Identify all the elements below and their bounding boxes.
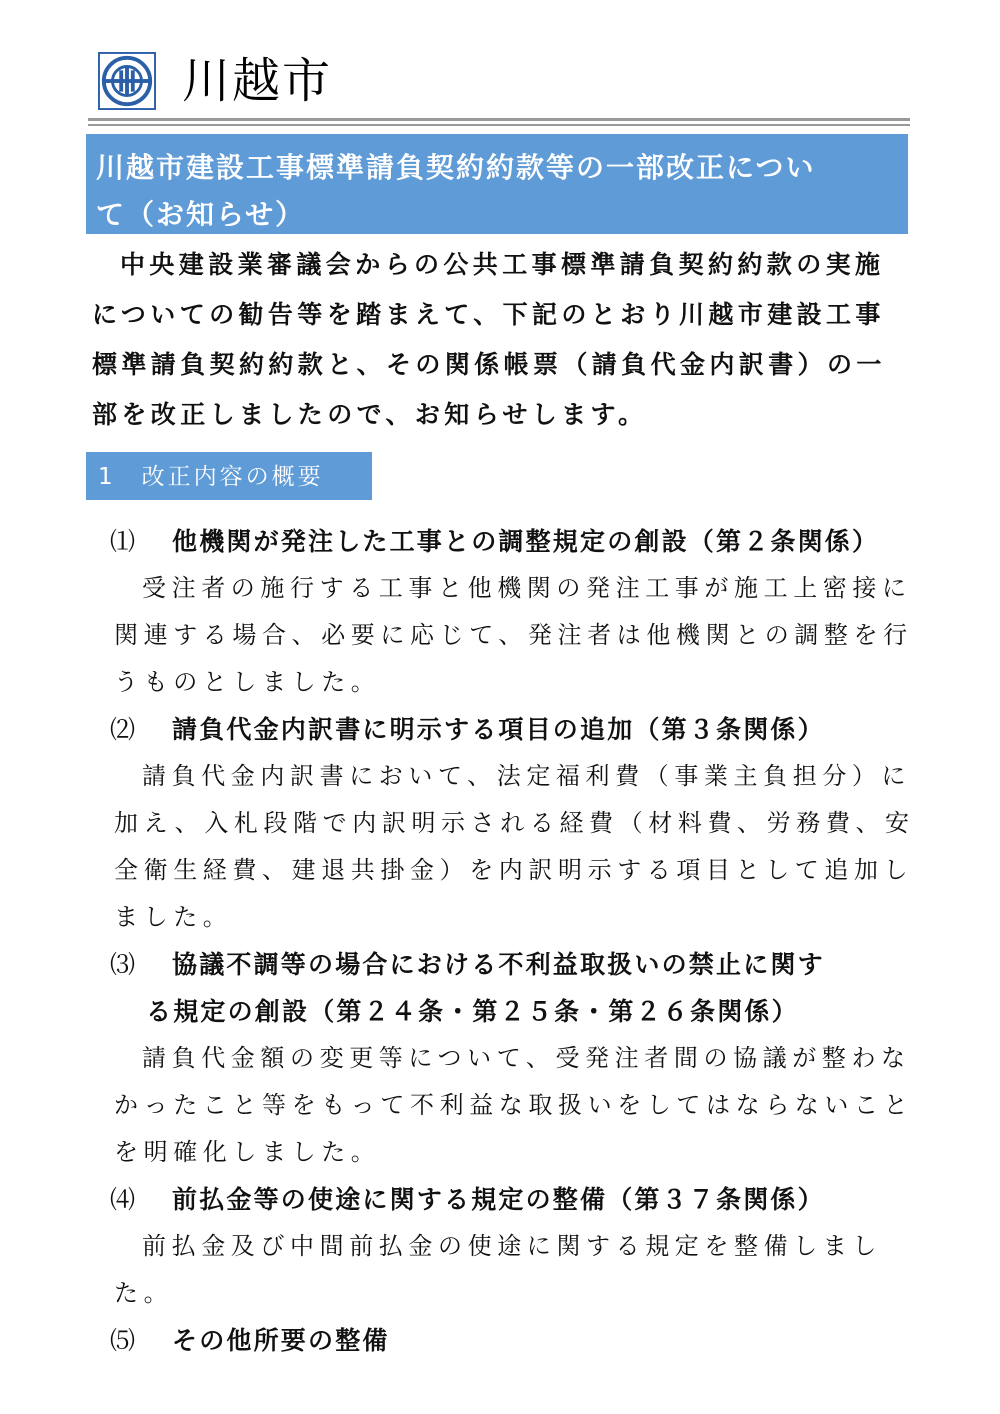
- intro-paragraph: [92, 240, 912, 440]
- revision-items-list: [110, 518, 930, 1364]
- item-heading: [110, 941, 930, 1035]
- item-number: ⑵: [110, 715, 138, 744]
- item-heading: [110, 1317, 930, 1364]
- item-number: ⑸: [110, 1326, 138, 1355]
- header-rule-thin: [88, 124, 910, 126]
- page-title-line: 川越市建設工事標準請負契約約款等の一部改正につい: [96, 151, 816, 184]
- item-number: ⑶: [110, 950, 138, 979]
- item-title: 前払金等の使途に関する規定の整備（第３７条関係）: [172, 1185, 825, 1214]
- kawagoe-city-emblem-icon: [98, 52, 156, 110]
- item-title: 他機関が発注した工事との調整規定の創設（第２条関係）: [172, 527, 880, 556]
- item-number: ⑷: [110, 1185, 138, 1214]
- item-heading: [110, 706, 930, 753]
- item-number: ⑴: [110, 527, 138, 556]
- item-title: 協議不調等の場合における不利益取扱いの禁止に関す: [172, 950, 825, 979]
- list-item: [110, 941, 930, 1176]
- item-body-text: 受注者の施行する工事と他機関の発注工事が施工上密接に関連する場合、必要に応じて、発注者は他機関との調整を行うものとしました。: [114, 574, 913, 696]
- item-title: 請負代金内訳書に明示する項目の追加（第３条関係）: [172, 715, 825, 744]
- item-heading: [110, 1176, 930, 1223]
- item-description: [110, 1035, 930, 1176]
- list-item: [110, 1176, 930, 1317]
- list-item: [110, 706, 930, 941]
- item-body-text: 前払金及び中間前払金の使途に関する規定を整備しました。: [114, 1232, 882, 1307]
- item-description: [110, 753, 930, 941]
- item-title: その他所要の整備: [172, 1326, 390, 1355]
- item-body-text: 請負代金内訳書において、法定福利費（事業主負担分）に加え、入札段階で内訳明示される経費（材料費、労務費、安全衛生経費、建退共掛金）を内訳明示する項目として追加しました。: [114, 762, 915, 931]
- intro-text: 中央建設業審議会からの公共工事標準請負契約約款の実施についての勧告等を踏まえて、下記のとおり川越市建設工事標準請負契約約款と、その関係帳票（請負代金内訳書）の一部を改正しましたので、お知らせします。: [92, 250, 886, 429]
- item-description: [110, 565, 930, 706]
- item-title-continued: る規定の創設（第２４条・第２５条・第２６条関係）: [146, 997, 799, 1026]
- section-heading: 1 改正内容の概要: [86, 452, 372, 500]
- item-description: [110, 1223, 930, 1317]
- city-name: 川越市: [182, 53, 333, 109]
- item-body-text: 請負代金額の変更等について、受発注者間の協議が整わなかったこと等をもって不利益な取扱いをしてはならないことを明確化しました。: [114, 1044, 914, 1166]
- page-title-line: て（お知らせ）: [96, 198, 306, 231]
- page-header: [98, 52, 332, 110]
- list-item: [110, 1317, 930, 1364]
- item-heading: [110, 518, 930, 565]
- header-rule: [88, 118, 910, 121]
- page-title: [86, 134, 908, 234]
- list-item: [110, 518, 930, 706]
